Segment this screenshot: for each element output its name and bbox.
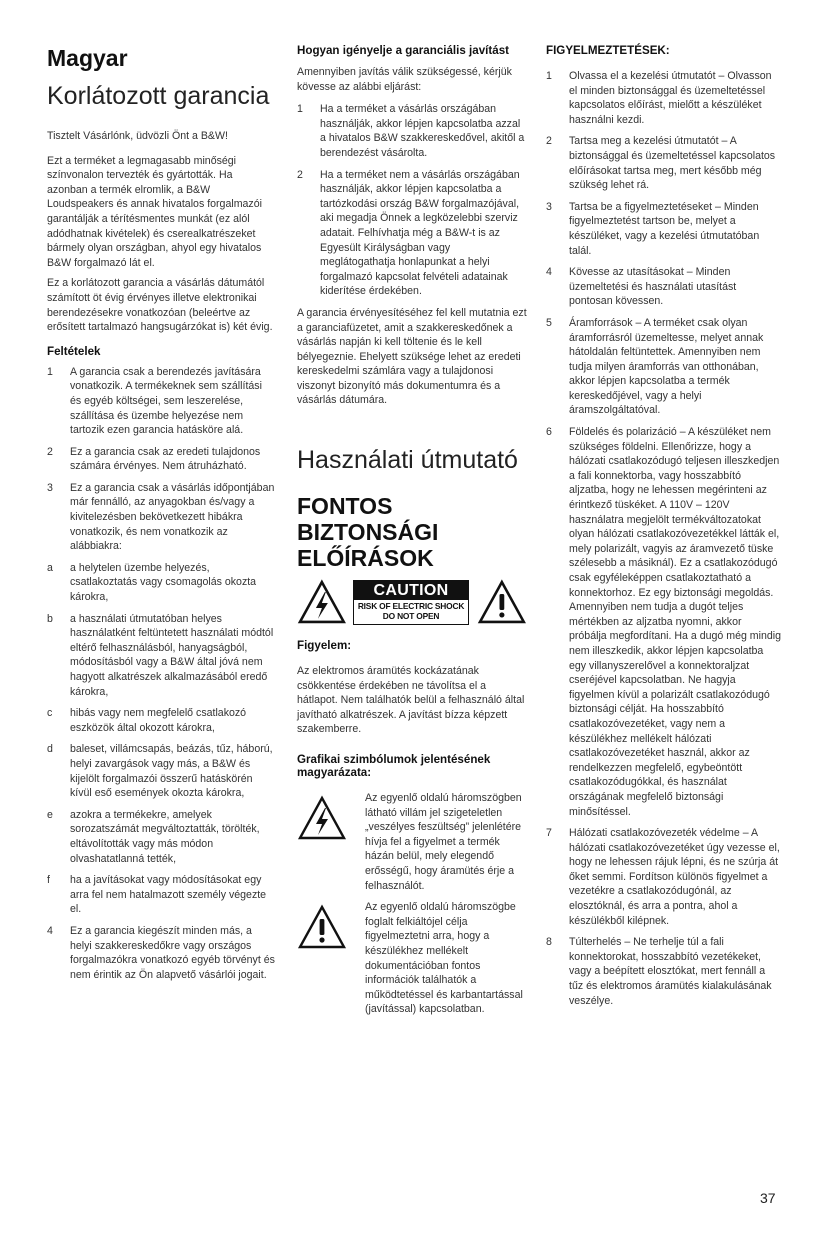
warning-item (546, 200, 782, 258)
condition-item (47, 873, 275, 917)
caution-box (353, 580, 469, 625)
warning-item (546, 265, 782, 309)
item-number: 1 (47, 365, 53, 378)
item-text: Túlterhelés – Ne terhelje túl a fali konnektorokat, hosszabbító vezetékeket, vagy a beépített elosztókat, mert fennáll a tűz és elektromos áramütés kialakulásának veszélye. (569, 936, 772, 1007)
manual-title: Használati útmutató (297, 446, 518, 475)
warnings-heading: FIGYELMEZTETÉSEK: (546, 44, 670, 57)
attention-text: Az elektromos áramütés kockázatának csökkentése érdekében ne távolítsa el a hátlapot. Nem találhatók belül a felhasználó által javítható alkatrészek. A javítást bízza képzett szakemberre. (297, 665, 525, 736)
warning-item (546, 316, 782, 418)
condition-item (47, 445, 275, 474)
attention-heading: Figyelem: (297, 639, 352, 653)
item-number: c (47, 707, 53, 720)
item-text: Tartsa meg a kezelési útmutatót – A biztonsággal és üzemeltetéssel kapcsolatos előírásokat tartsa meg, mert később még szükség lehet rá. (569, 135, 776, 192)
item-number: 5 (546, 316, 552, 329)
item-text: Földelés és polarizáció – A készüléket nem szükséges földelni. Ellenőrizze, hogy a hálózati csatlakozódugó teljesen illeszkedjen a fali konnektorba, vagy hosszabbító aljzatba, hogy ne lehessen megérinteni az érintkező tüskéket. A 110V – 120V használatra megjelölt termékváltozatokat olyan hálózati csatlakozóvezetékkel látták el, mely polarizált, vagyis az áramvezető tüske szélesebb a másiknál). Ez a csatlakozódugó csak egyféleképpen csatlakoztatható a konnektorhoz. Ez egy biztonsági megoldás. Amennyiben nem tudja a dugót teljes mértékben az aljzatba nyomni, akkor próbálja megfordítani. Ha a dugó még mindig nem illeszkedik, akkor lépjen kapcsolatba egy villanyszerelővel a konnektoraljzat cseréjével kapcsolatban. Ne hagyja figyelmen kívül a polarizált csatlakozódugó biztonsági célját. Ha hosszabbító csatlakozóvezetéket, vagy nem a készülékhez mellékelt hálózati csatlakozóvezetéket használ, akkor az rendelkezzen megfelelő, egybeöntött csatlakozódugókkal, és használat országának megfelelő biztonsági minősítéssel. (569, 426, 781, 818)
item-number: 3 (546, 200, 552, 213)
item-number: b (47, 612, 53, 625)
page-number: 37 (760, 1190, 776, 1206)
item-text: Olvassa el a kezelési útmutatót – Olvasson el minden biztonsággal és üzemeltetéssel kapcsolatos előírást, mielőtt a készüléket használni kezdi. (569, 70, 772, 126)
exclamation-symbol-icon (297, 904, 347, 950)
item-number: 6 (546, 426, 552, 439)
item-number: 4 (546, 266, 552, 279)
item-number: a (47, 561, 53, 574)
item-text: Ha a terméket a vásárlás országában használják, akkor lépjen kapcsolatba azzal a hivatalos B&W szakkereskedővel, akitől a berendezést vásárolta. (320, 103, 525, 159)
claim-intro: Amennyiben javítás válik szükségessé, kérjük kövesse az alábbi eljárást: (297, 66, 512, 93)
caution-word: CAUTION (354, 581, 468, 600)
warning-item (546, 826, 782, 928)
caution-line: DO NOT OPEN (382, 611, 440, 622)
caution-label (297, 579, 527, 625)
item-text: Tartsa be a figyelmeztetéseket – Minden figyelmeztetést tartson be, melyet a készüléket, vagy a kezelési útmutatóban talál. (569, 200, 760, 257)
item-text: hibás vagy nem megfelelő csatlakozó eszközök által okozott károkra, (70, 707, 247, 734)
item-number: 8 (546, 936, 552, 949)
lightning-warning-icon (297, 579, 347, 625)
condition-item (47, 742, 275, 800)
item-number: e (47, 808, 53, 821)
claim-step (297, 168, 527, 299)
condition-item (47, 612, 275, 700)
item-number: 7 (546, 827, 552, 840)
safety-title: FONTOS BIZTONSÁGI ELŐÍRÁSOK (297, 493, 439, 572)
warranty-intro (47, 129, 275, 335)
condition-item (47, 561, 275, 605)
item-text: a használati útmutatóban helyes használatként feltüntetett használati módtól eltérő felhasználásból, hanyagságból, módosításból vagy a B&W által jóvá nem hagyott alkatrészek alkalmazásából eredő károkra, (70, 612, 274, 698)
claim-heading: Hogyan igényelje a garanciális javítást (297, 44, 509, 57)
item-text: A garancia csak a berendezés javítására vonatkozik. A termékeknek sem szállítási és egyéb költségei, sem leszerelése, szállítása és üzembe helyezése nem tartozik ezen garancia hatásköre alá. (70, 365, 262, 437)
claim-steps (297, 102, 527, 299)
exclamation-warning-icon (477, 579, 527, 625)
symbol-description: Az egyenlő oldalú háromszögben látható villám jel szigeteletlen „veszélyes feszültség” jelenlétére hívja fel a figyelmet a termék házán belül, mely elegendő erősségű, hogy áramütés érje a felhasználót. (365, 792, 522, 892)
warranty-title: Korlátozott garancia (47, 82, 270, 110)
symbol-row (297, 791, 527, 893)
item-text: Kövesse az utasításokat – Minden üzemeltetési és használati utasítást pontosan kövessen. (569, 266, 737, 308)
item-number: 1 (546, 70, 552, 82)
item-number: 2 (546, 135, 552, 148)
conditions-heading: Feltételek (47, 344, 101, 358)
item-text: a helytelen üzembe helyezés, csatlakoztatás vagy csomagolás okozta károkra, (70, 561, 257, 604)
item-text: azokra a termékekre, amelyek sorozatszámát megváltoztatták, törölték, eltávolították vagy más módon olvashatatlanná tették, (70, 808, 260, 865)
item-text: Áramforrások – A terméket csak olyan áramforrásról üzemeltesse, melyet annak hátoldalán feltüntettek. Amennyiben nem tudja milyen áramforrás van otthonában, akkor lépjen kapcsolatba a termék kereskedőjével, vagy a helyi áramszolgáltatóval. (569, 316, 764, 417)
condition-item (47, 924, 275, 982)
condition-item (47, 365, 275, 438)
item-number: f (47, 874, 50, 887)
item-number: 2 (297, 168, 303, 181)
item-text: ha a javításokat vagy módosításokat egy arra fel nem hatalmazott személy végezte el. (70, 874, 267, 916)
item-number: 4 (47, 924, 53, 937)
intro-paragraph: Ezt a terméket a legmagasabb minőségi színvonalon tervezték és gyártották. Ha azonban a termék elromlik, a B&W Loudspeakers és annak hivatalos forgalmazói garantálják a térítésmentes munkát (ez alól adódhatnak kivételek) és cserealkatrészeket bármely olyan országban, ahyol egy hivatalos B&W forgalmazó lát el. (47, 154, 262, 269)
claim-note: A garancia érvényesítéséhez fel kell mutatnia ezt a garanciafüzetet, amit a szakkereskedőnek a vásárlás napján ki kell töltenie és le kell bélyegeznie. Ehelyett szüksége lehet az eredeti kereskedelmi számlára vagy a tulajdonosi viszonyt bizonyító más dokumentumra és a vásárlás dátumára. (297, 306, 527, 407)
language-heading: Magyar (47, 45, 128, 71)
item-text: Ez a garancia csak a vásárlás időpontjában már fennálló, az anyagokban és/vagy a kivitelezésben bekövetkezett hibákra vonatkozik, és nem vonatkozik az alábbiakra: (70, 481, 275, 553)
item-text: Ez a garancia csak az eredeti tulajdonos számára érvényes. Nem átruházható. (70, 445, 261, 473)
column-warranty (47, 44, 275, 989)
item-number: 2 (47, 445, 53, 458)
item-text: Ez a garancia kiegészít minden más, a helyi szakkereskedőkre vagy országos forgalmazókra vonatkozó egyéb törvényt és nem érintik az Ön alapvető vásárlói jogait. (70, 924, 275, 981)
warning-item (546, 69, 782, 127)
condition-item (47, 706, 275, 735)
column-claims-safety (297, 44, 527, 1024)
column-warnings (546, 44, 782, 1015)
caution-line: RISK OF ELECTRIC SHOCK (357, 600, 465, 611)
item-text: Ha a terméket nem a vásárlás országában használják, akkor lépjen kapcsolatba a tartózkodási ország B&W forgalmazójával, aki megadja Önnek a legközelebbi szerviz adatait. Felhívhatja még a B&W-t is az Egyesült Királyságban vagy meglátogathatja honlapunkat a helyi forgalmazó kapcsolat felvételi adatainak kiderítése érdekében. (320, 168, 520, 298)
claim-step (297, 102, 527, 160)
symbol-row (297, 900, 527, 1017)
warning-item (546, 935, 782, 1008)
item-text: baleset, villámcsapás, beázás, tűz, háború, helyi zavargások vagy más, a B&W és kijelölt forgalmazói összerű hatáskörén kívül eső események okozta károkra, (70, 743, 273, 800)
symbols-heading: Grafikai szimbólumok jelentésének magyarázata: (297, 753, 491, 780)
warnings-list (546, 69, 782, 1008)
condition-item (47, 808, 275, 866)
conditions-list (47, 365, 275, 983)
condition-item (47, 481, 275, 554)
warning-item (546, 134, 782, 192)
intro-paragraph: Ez a korlátozott garancia a vásárlás dátumától számított öt évig érvényes illetve elektronikai berendezésekre vonatkozóan (beleértve az erősített tartalmazó hangsugárzókat is) két évig. (47, 277, 273, 334)
item-number: d (47, 743, 53, 756)
intro-paragraph: Tisztelt Vásárlónk, üdvözli Önt a B&W! (47, 130, 228, 142)
item-number: 3 (47, 481, 53, 494)
lightning-symbol-icon (297, 795, 347, 841)
caution-text (354, 600, 468, 624)
item-number: 1 (297, 103, 303, 116)
symbol-description: Az egyenlő oldalú háromszögbe foglalt felkiáltójel célja figyelmeztetni arra, hogy a készülékhez mellékelt dokumentációban fontos információk találhatók a működtetéssel és karbantartással (javítással) kapcsolatban. (365, 901, 523, 1016)
item-text: Hálózati csatlakozóvezeték védelme – A hálózati csatlakozóvezetéket úgy vezesse el, hogy ne lehessen rájuk lépni, és ne szúrja át őket semmi. Fordítson különös figyelmet a vezetékre a csatlakozódugónál, az elosztóknál, és arra a pontra, ahol a készülékből kilépnek. (569, 827, 780, 927)
warning-item (546, 425, 782, 819)
